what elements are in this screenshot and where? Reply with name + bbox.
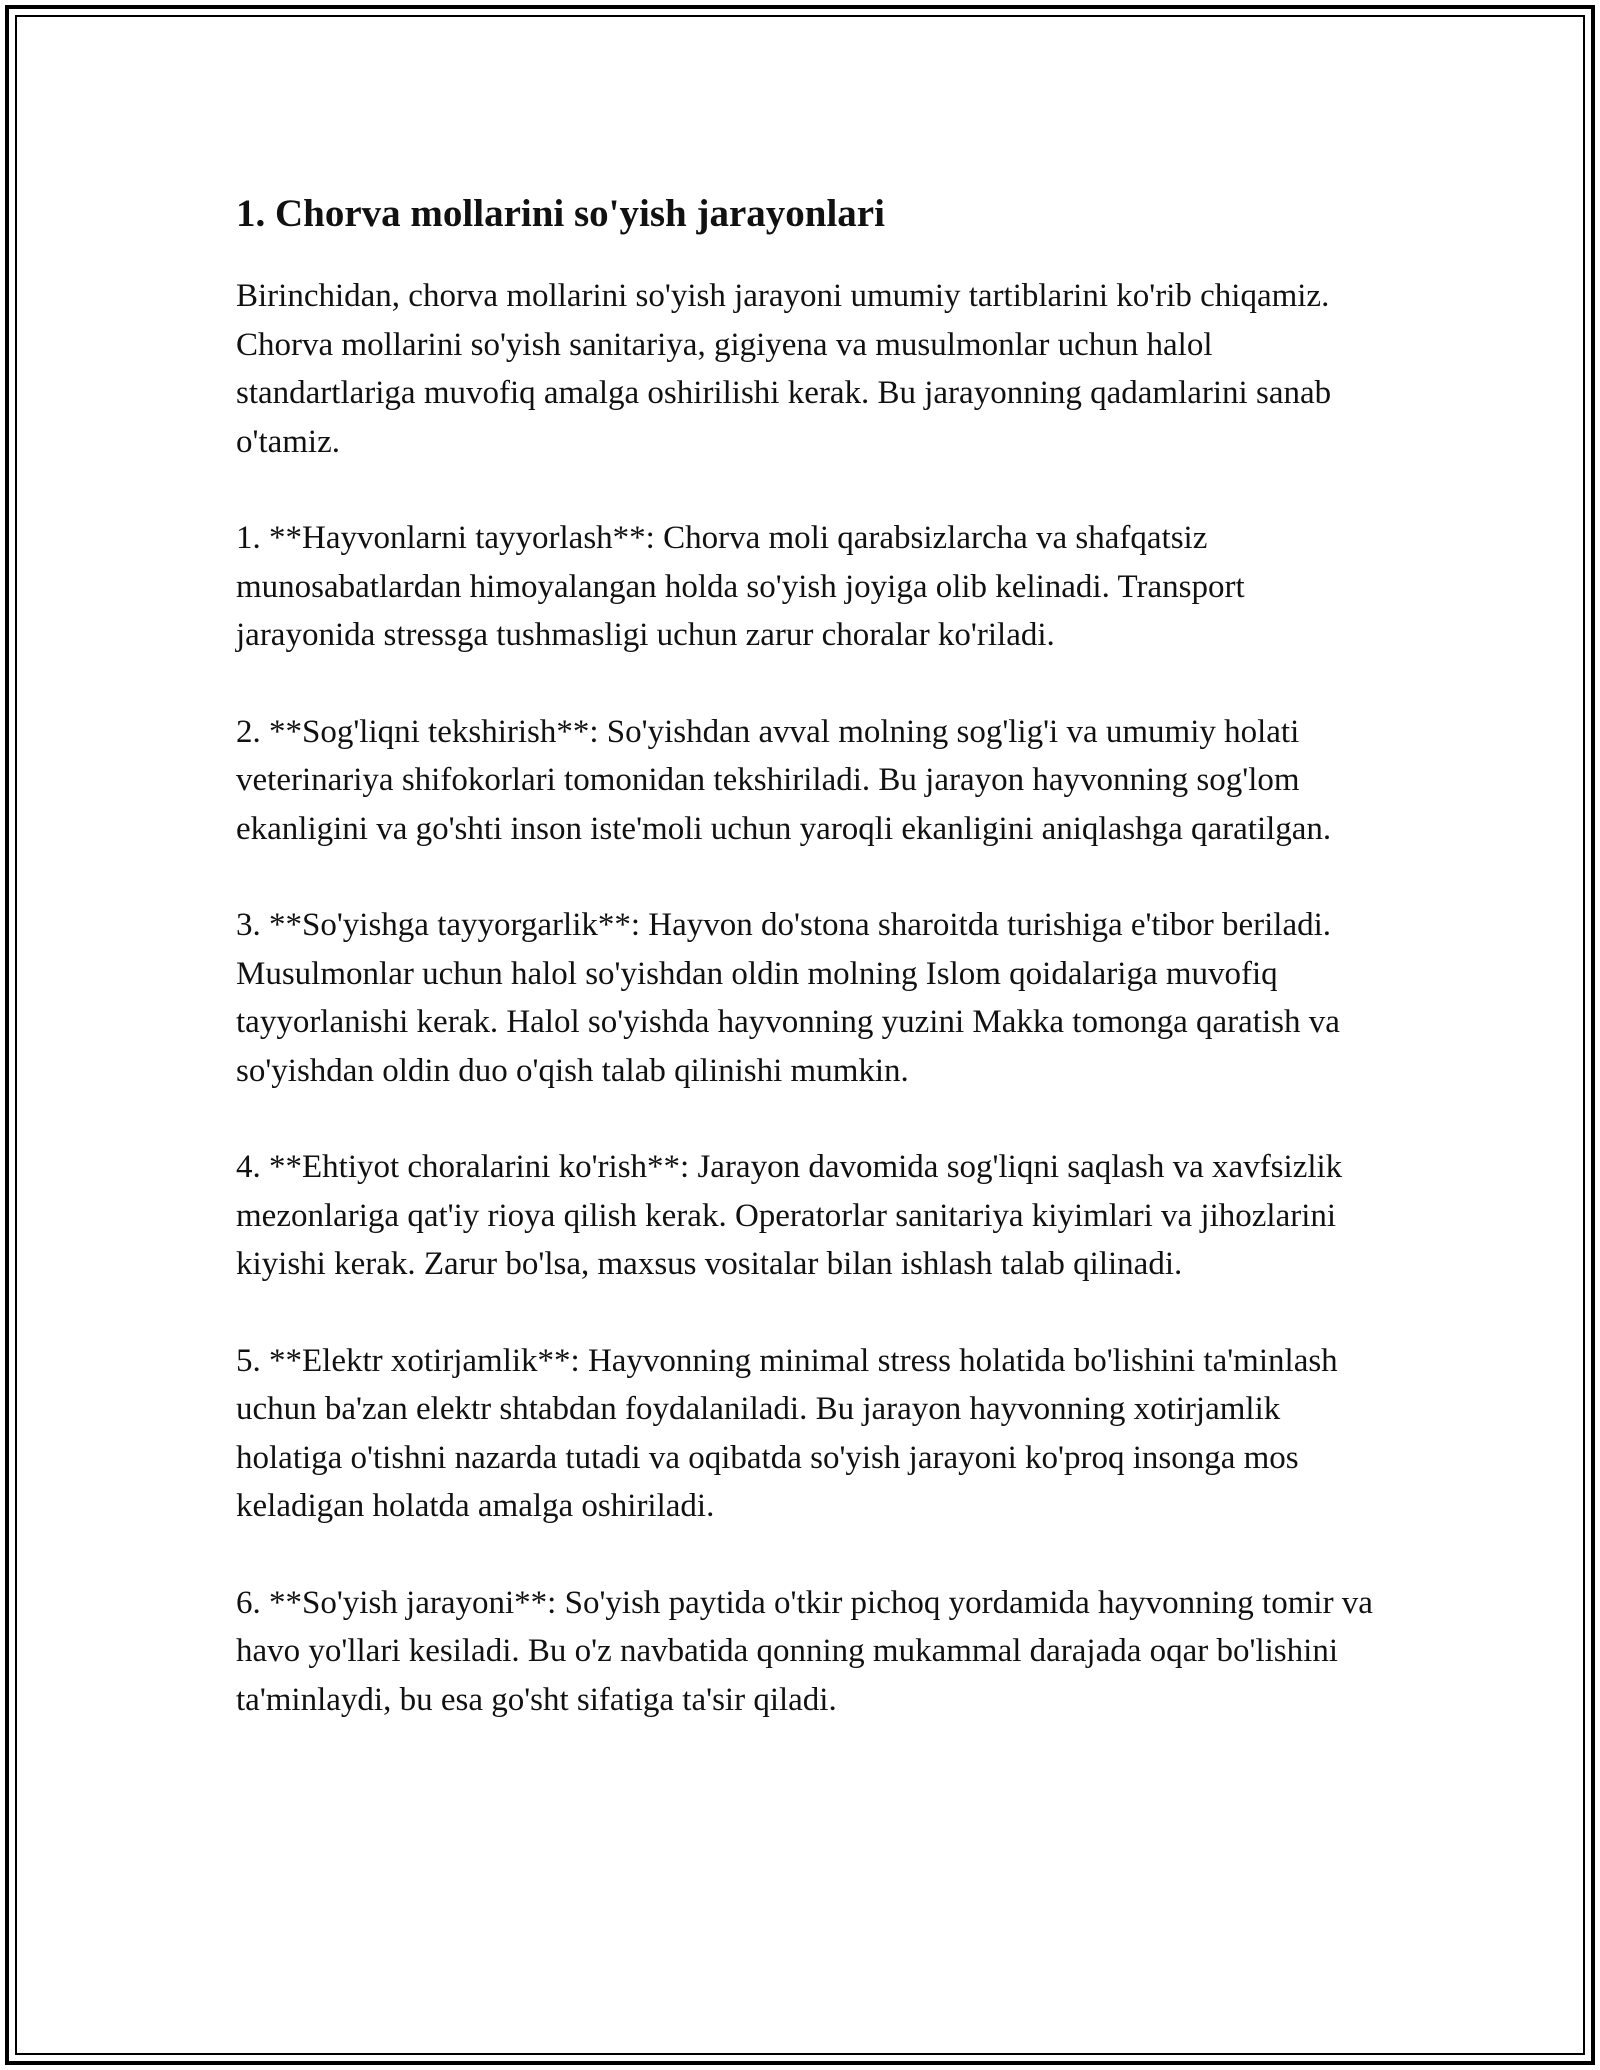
step-3-paragraph: 3. **So'yishga tayyorgarlik**: Hayvon do'stona sharoitda turishiga e'tibor beriladi. Musulmonlar uchun halol so'yishdan oldin molning Islom qoidalariga muvofiq tayyorlanishi kerak. Halol so'yishda hayvonning yuzini Makka tomonga qaratish va so'yishdan oldin duo o'qish talab qilinishi mumkin. <box>236 907 1340 1089</box>
step-1-paragraph: 1. **Hayvonlarni tayyorlash**: Chorva moli qarabsizlarcha va shafqatsiz munosabatlardan himoyalangan holda so'yish joyiga olib kelinadi. Transport jarayonida stressga tushmasligi uchun zarur choralar ko'riladi. <box>236 520 1245 653</box>
document-title: 1. Chorva mollarini so'yish jarayonlari <box>236 192 885 235</box>
step-4-paragraph: 4. **Ehtiyot choralarini ko'rish**: Jarayon davomida sog'liqni saqlash va xavfsizlik mezonlariga qat'iy rioya qilish kerak. Operatorlar sanitariya kiyimlari va jihozlarini kiyishi kerak. Zarur bo'lsa, maxsus vositalar bilan ishlash talab qilinadi. <box>236 1149 1343 1282</box>
document-body <box>236 186 1386 1772</box>
step-2-paragraph: 2. **Sog'liqni tekshirish**: So'yishdan avval molning sog'lig'i va umumiy holati veterinariya shifokorlari tomonidan tekshiriladi. Bu jarayon hayvonning sog'lom ekanligini va go'shti inson iste'moli uchun yaroqli ekanligini aniqlashga qaratilgan. <box>236 713 1332 847</box>
step-5-paragraph: 5. **Elektr xotirjamlik**: Hayvonning minimal stress holatida bo'lishini ta'minlash uchun ba'zan elektr shtabdan foydalaniladi. Bu jarayon hayvonning xotirjamlik holatiga o'tishni nazarda tutadi va oqibatda so'yish jarayoni ko'proq insonga mos keladigan holatda amalga oshiriladi. <box>236 1342 1338 1524</box>
intro-paragraph: Birinchidan, chorva mollarini so'yish jarayoni umumiy tartiblarini ko'rib chiqamiz. Chorva mollarini so'yish sanitariya, gigiyena va musulmonlar uchun halol standartlariga muvofiq amalga oshirilishi kerak. Bu jarayonning qadamlarini sanab o'tamiz. <box>236 278 1332 460</box>
step-6-paragraph: 6. **So'yish jarayoni**: So'yish paytida o'tkir pichoq yordamida hayvonning tomir va havo yo'llari kesiladi. Bu o'z navbatida qonning mukammal darajada oqar bo'lishini ta'minlaydi, bu esa go'sht sifatiga ta'sir qiladi. <box>236 1584 1373 1718</box>
